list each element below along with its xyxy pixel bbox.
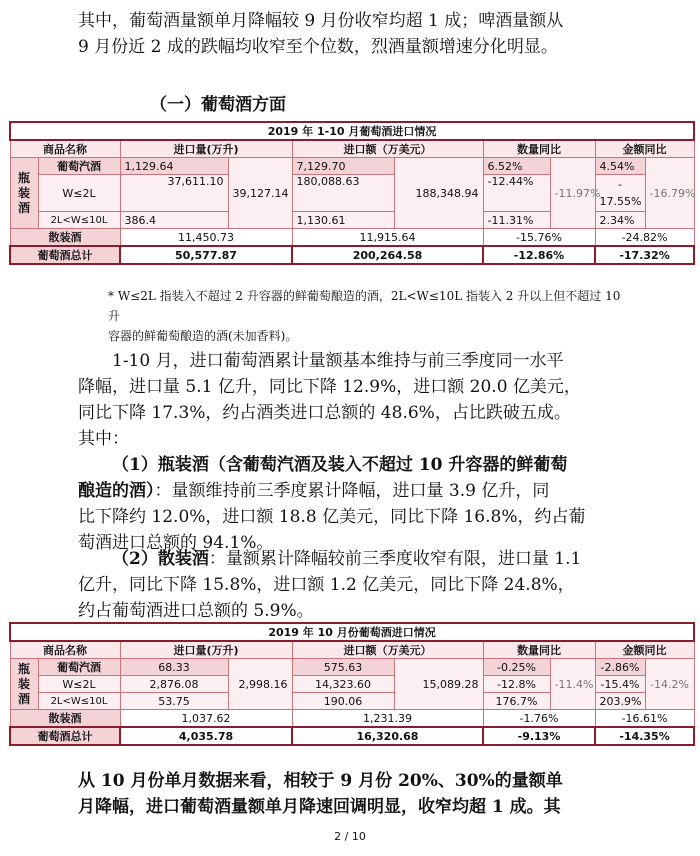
row-amount-yoy: -2.86% (595, 659, 645, 676)
row-amount-yoy-dash: - (618, 178, 622, 191)
bulk-amount-yoy: -24.82% (595, 229, 694, 247)
row-amount: 7,129.70 (292, 158, 394, 175)
summary-line-1: 1-10 月，进口葡萄酒累计量额基本维持与前三季度同一水平 (112, 351, 564, 371)
total-volume-yoy: -12.86% (483, 246, 595, 264)
table-header-row (10, 140, 694, 158)
closing-paragraph (78, 768, 648, 820)
group-amount: 188,348.94 (394, 158, 483, 229)
bulk-line-2: 亿升，同比下降 15.8%，进口额 1.2 亿美元，同比下降 24.8%， (78, 575, 575, 595)
row-amount: 575.63 (292, 659, 394, 676)
bulk-line-1: ：量额累计降幅较前三季度收窄有限，进口量 1.1 (208, 549, 582, 569)
row-volume: 37,611.10 (120, 175, 228, 212)
table-caption: 2019 年 1-10 月葡萄酒进口情况 (10, 122, 694, 140)
total-amount-yoy: -17.32% (595, 246, 694, 264)
row-volume-yoy: -12.8% (483, 676, 550, 693)
closing-line-2: 月降幅，进口葡萄酒量额单月降速回调明显，收窄均超 1 成。其 (78, 797, 561, 817)
row-name: 2L<W≤10L (38, 693, 120, 710)
bulk-volume-yoy: -1.76% (483, 710, 595, 728)
header-amount: 进口额（万美元） (292, 140, 483, 158)
group-volume-yoy: -11.97% (550, 158, 595, 229)
table-footnote (108, 286, 628, 346)
row-amount-yoy (595, 175, 645, 212)
total-name: 葡萄酒总计 (10, 727, 120, 745)
intro-line-2: 9 月份近 2 成的跌幅均收窄至个位数，烈酒量额增速分化明显。 (78, 37, 558, 57)
table-caption-row (10, 122, 694, 140)
bottled-line-2: ：量额维持前三季度累计降幅，进口量 3.9 亿升，同 (154, 481, 550, 501)
bottled-line-1: （1）瓶装酒（含葡萄汽酒及装入不超过 10 升容器的鲜葡萄 (112, 455, 568, 475)
wine-imports-jan-oct-table (9, 121, 695, 265)
row-name: 2L<W≤10L (38, 212, 120, 229)
total-name: 葡萄酒总计 (10, 246, 120, 264)
footnote-line-2: 容器的鲜葡萄酿造的酒(未加香料)。 (108, 329, 298, 343)
row-volume: 53.75 (120, 693, 228, 710)
group-amount: 15,089.28 (394, 659, 483, 710)
bulk-amount-yoy: -16.61% (595, 710, 694, 728)
bottled-wine-paragraph (78, 452, 648, 556)
header-volume-yoy: 数量同比 (483, 641, 595, 659)
row-volume-yoy: -12.44% (483, 175, 550, 212)
bulk-amount: 11,915.64 (292, 229, 483, 247)
header-product: 商品名称 (10, 140, 120, 158)
row-volume-yoy: 176.7% (483, 693, 550, 710)
table-row-total (10, 727, 694, 745)
page-number: 2 / 10 (334, 830, 366, 843)
total-amount: 16,320.68 (292, 727, 483, 745)
intro-line-1: 其中，葡萄酒量额单月降幅较 9 月份收窄均超 1 成；啤酒量额从 (78, 11, 564, 31)
row-amount-yoy: 203.9% (595, 693, 645, 710)
footnote-line-1: * W≤2L 指装入不超过 2 升容器的鲜葡萄酿造的酒，2L<W≤10L 指装入 2 升以上但不超过 10 升 (108, 289, 621, 323)
row-volume-yoy: 6.52% (483, 158, 550, 175)
header-amount: 进口额（万美元） (292, 641, 483, 659)
bottled-line-4: 萄酒进口总额的 94.1%。 (78, 533, 274, 553)
row-amount-yoy: 2.34% (595, 212, 645, 229)
row-name: W≤2L (38, 175, 120, 212)
row-amount: 180,088.63 (292, 175, 394, 212)
bulk-volume: 11,450.73 (120, 229, 292, 247)
total-volume-yoy: -9.13% (483, 727, 595, 745)
table-row (10, 158, 694, 175)
table-caption: 2019 年 10 月份葡萄酒进口情况 (10, 623, 694, 641)
bulk-name: 散装酒 (10, 229, 120, 247)
group-volume: 39,127.14 (228, 158, 292, 229)
row-volume: 68.33 (120, 659, 228, 676)
row-amount-yoy: -15.4% (595, 676, 645, 693)
bulk-line-1-bold: （2）散装酒 (112, 549, 209, 569)
summary-line-4: 其中： (78, 429, 129, 449)
row-name: W≤2L (38, 676, 120, 693)
table-caption-row (10, 623, 694, 641)
row-name: 葡萄汽酒 (38, 158, 120, 175)
summary-paragraph (78, 348, 648, 452)
bulk-line-3: 约占葡萄酒进口总额的 5.9%。 (78, 601, 314, 621)
table-row-total (10, 246, 694, 264)
bulk-volume: 1,037.62 (120, 710, 292, 728)
table-row-bulk (10, 710, 694, 728)
total-volume: 50,577.87 (120, 246, 292, 264)
wine-imports-october-table (9, 622, 695, 746)
section-heading: （一）葡萄酒方面 (150, 95, 286, 115)
total-amount-yoy: -14.35% (595, 727, 694, 745)
header-volume-yoy: 数量同比 (483, 140, 595, 158)
row-amount: 1,130.61 (292, 212, 394, 229)
header-product: 商品名称 (10, 641, 120, 659)
intro-paragraph (78, 8, 648, 60)
bottled-line-2-bold: 酿造的酒） (78, 481, 155, 501)
header-amount-yoy: 金额同比 (595, 641, 694, 659)
row-amount-yoy: 4.54% (595, 158, 645, 175)
total-amount: 200,264.58 (292, 246, 483, 264)
group-volume: 2,998.16 (228, 659, 292, 710)
bulk-wine-paragraph (78, 546, 648, 624)
group-amount-yoy: -14.2% (645, 659, 694, 710)
row-amount-yoy-value: 17.55% (599, 195, 642, 208)
group-volume-yoy: -11.4% (550, 659, 595, 710)
bulk-name: 散装酒 (10, 710, 120, 728)
header-amount-yoy: 金额同比 (595, 140, 694, 158)
closing-line-1: 从 10 月份单月数据来看，相较于 9 月份 20%、30%的量额单 (78, 771, 563, 791)
row-name: 葡萄汽酒 (38, 659, 120, 676)
bulk-volume-yoy: -15.76% (483, 229, 595, 247)
summary-line-2: 降幅，进口量 5.1 亿升，同比下降 12.9%，进口额 20.0 亿美元， (78, 377, 581, 397)
table-header-row (10, 641, 694, 659)
row-volume: 2,876.08 (120, 676, 228, 693)
summary-line-3: 同比下降 17.3%，约占酒类进口总额的 48.6%，占比跌破五成。 (78, 403, 571, 423)
group-label-bottled: 瓶装酒 (10, 158, 38, 229)
header-volume: 进口量(万升) (120, 140, 292, 158)
total-volume: 4,035.78 (120, 727, 292, 745)
row-volume: 386.4 (120, 212, 228, 229)
bottled-line-3: 比下降约 12.0%，进口额 18.8 亿美元，同比下降 16.8%，约占葡 (78, 507, 586, 527)
bulk-amount: 1,231.39 (292, 710, 483, 728)
header-volume: 进口量(万升) (120, 641, 292, 659)
row-volume-yoy: -11.31% (483, 212, 550, 229)
row-amount: 14,323.60 (292, 676, 394, 693)
group-label-bottled: 瓶装酒 (10, 659, 38, 710)
table-row-bulk (10, 229, 694, 247)
row-volume: 1,129.64 (120, 158, 228, 175)
row-amount: 190.06 (292, 693, 394, 710)
group-amount-yoy: -16.79% (645, 158, 694, 229)
row-volume-yoy: -0.25% (483, 659, 550, 676)
table-row (10, 659, 694, 676)
